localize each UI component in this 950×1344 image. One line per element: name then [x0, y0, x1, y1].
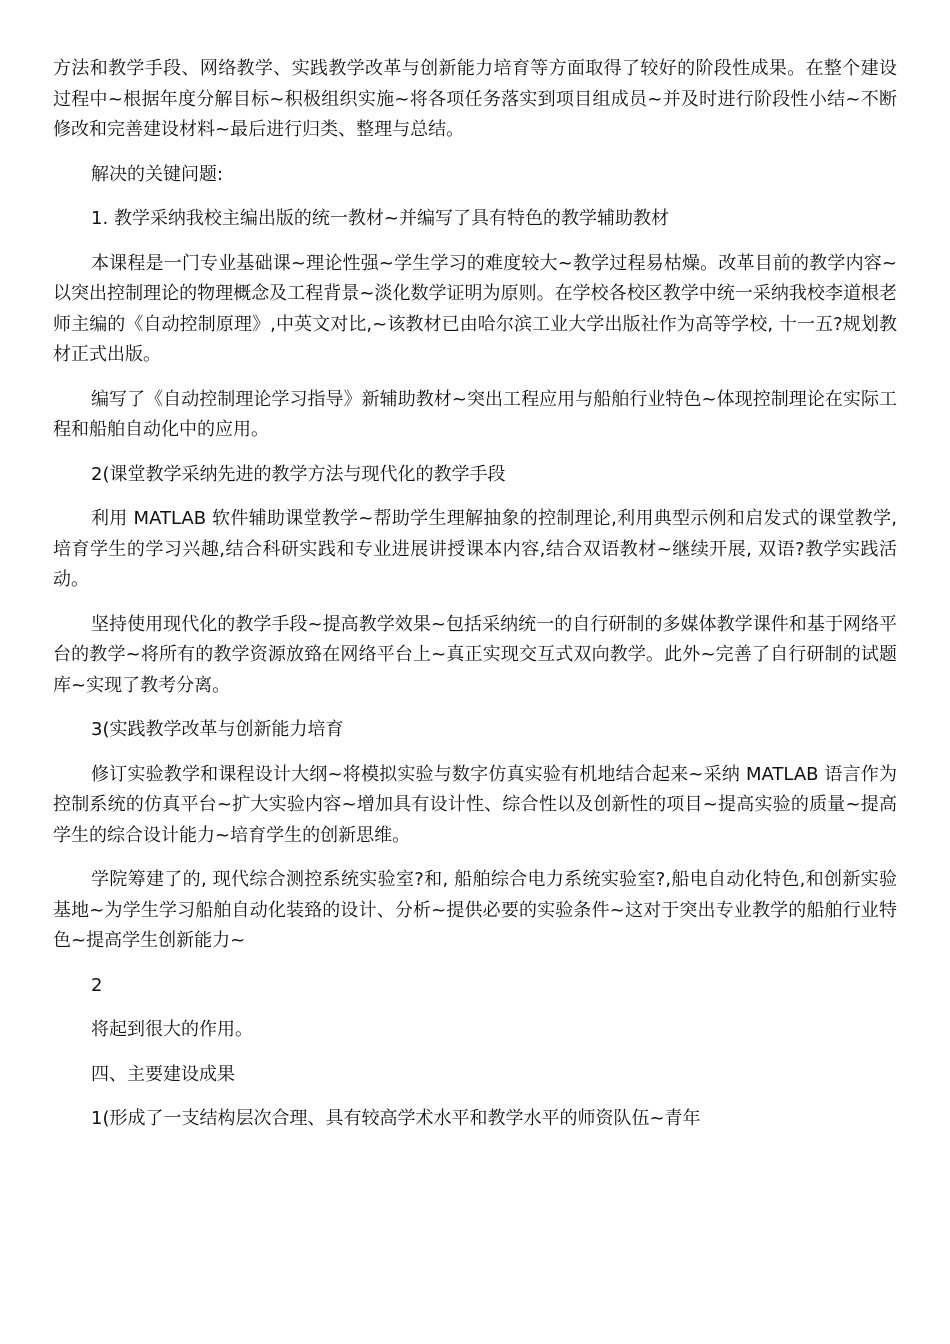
paragraph-labs: 学院筹建了的, 现代综合测控系统实验室?和, 船舶综合电力系统实验室?,船电自动化特色,和创新实验基地~为学生学习船舶自动化装臵的设计、分析~提供必要的实验条件~这对于突出专业教学的船舶行业特色~提高学生创新能力~ — [53, 869, 897, 951]
page-number: 2 — [91, 974, 103, 996]
paragraph-auxiliary-textbook: 编写了《自动控制理论学习指导》新辅助教材~突出工程应用与船舶行业特色~体现控制理论在实际工程和船舶自动化中的应用。 — [53, 388, 897, 440]
paragraph-item-3-heading: 3(实践教学改革与创新能力培育 — [91, 719, 344, 740]
paragraph-matlab-teaching: 利用 MATLAB 软件辅助课堂教学~帮助学生理解抽象的控制理论,利用典型示例和启发式的课堂教学,培育学生的学习兴趣,结合科研实践和专业进展讲授课本内容,结合双语教材~继续开展, 双语?教学实践活动。 — [53, 508, 897, 590]
paragraph-experiment-revision: 修订实验教学和课程设计大纲~将模拟实验与数字仿真实验有机地结合起来~采纳 MATLAB 语言作为控制系统的仿真平台~扩大实验内容~增加具有设计性、综合性以及创新性的项目~提高实验的质量~提高学生的综合设计能力~培育学生的创新思维。 — [53, 763, 897, 846]
document-page — [53, 54, 897, 1135]
paragraph-course-intro: 本课程是一门专业基础课~理论性强~学生学习的难度较大~教学过程易枯燥。改革目前的教学内容~以突出控制理论的物理概念及工程背景~淡化数学证明为原则。在学校各校区教学中统一采纳我校李道根老师主编的《自动控制原理》,中英文对比,~该教材已由哈尔滨工业大学出版社作为高等学校, 十一五?规划教材正式出版。 — [53, 252, 897, 365]
paragraph-continuation: 方法和教学手段、网络教学、实践教学改革与创新能力培育等方面取得了较好的阶段性成果。在整个建设过程中~根据年度分解目标~积极组织实施~将各项任务落实到项目组成员~并及时进行阶段性小结~不断修改和完善建设材料~最后进行归类、整理与总结。 — [53, 58, 897, 140]
paragraph-item-2-heading: 2(课堂教学采纳先进的教学方法与现代化的教学手段 — [91, 463, 506, 485]
section-heading-results: 四、主要建设成果 — [91, 1063, 235, 1085]
paragraph-labs-continued: 将起到很大的作用。 — [91, 1019, 253, 1040]
paragraph-key-issues-heading: 解决的关键问题: — [91, 163, 224, 185]
paragraph-result-1: 1(形成了一支结构层次合理、具有较高学术水平和教学水平的师资队伍~青年 — [91, 1108, 701, 1129]
paragraph-modern-methods: 坚持使用现代化的教学手段~提高教学效果~包括采纳统一的自行研制的多媒体教学课件和基于网络平台的教学~将所有的教学资源放臵在网络平台上~真正实现交互式双向教学。此外~完善了自行研制的试题库~实现了教考分离。 — [53, 613, 897, 696]
paragraph-item-1-heading: 1. 教学采纳我校主编出版的统一教材~并编写了具有特色的教学辅助教材 — [91, 208, 669, 229]
